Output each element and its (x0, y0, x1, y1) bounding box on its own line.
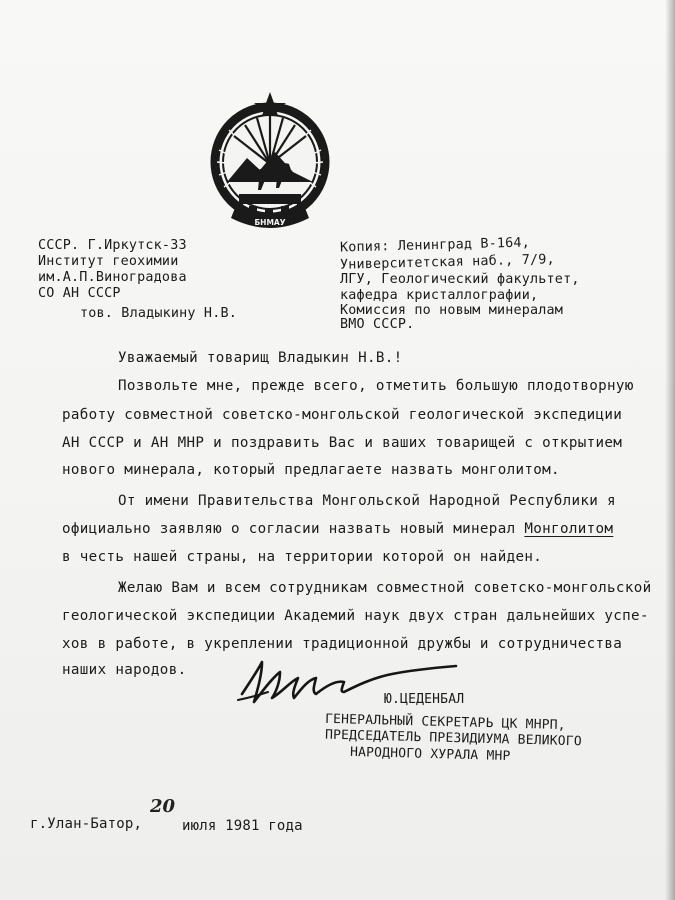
paragraph-3-line-2: геологической экспедиции Академий наук двух стран дальнейших успе- (62, 608, 649, 624)
paragraph-2-line-3: в честь нашей страны, на территории которой он найден. (62, 549, 543, 565)
copy-line-4: кафедра кристаллографии, (340, 288, 539, 303)
salutation: Уважаемый товарищ Владыкин Н.В.! (118, 350, 403, 366)
date-day-handwritten: 20 (150, 796, 176, 817)
paragraph-2-line-2 (62, 521, 613, 537)
sender-line-3: им.А.П.Виноградова (38, 270, 187, 285)
paragraph-1-line-2: работу совместной советско-монгольской геологической экспедиции (62, 407, 623, 423)
copy-line-2: Университетская наб., 7/9, (339, 252, 555, 273)
paragraph-1-line-4: нового минерала, который предлагаете назвать монголитом. (62, 462, 560, 478)
svg-text:БНМАУ: БНМАУ (254, 218, 286, 227)
paragraph-3-line-1: Желаю Вам и всем сотрудникам совместной советско-монгольской (118, 580, 652, 596)
paragraph-1-line-3: АН СССР и АН МНР и поздравить Вас и ваших товарищей с открытием (62, 435, 623, 451)
signatory-name: Ю.ЦЕДЕНБАЛ (384, 692, 465, 707)
mineral-name-underlined: Монголитом (524, 521, 614, 537)
signatory-title-2: ПРЕДСЕДАТЕЛЬ ПРЕЗИДИУМА ВЕЛИКОГО (324, 727, 583, 750)
state-emblem-icon (205, 90, 335, 235)
paragraph-2-line-2-text: официально заявляю о согласии назвать новый минерал (62, 521, 525, 537)
copy-line-6: ВМО СССР. (340, 317, 415, 332)
date-place: г.Улан-Батор, (30, 816, 143, 832)
copy-line-3: ЛГУ, Геологический факультет, (340, 272, 580, 287)
signatory-title-1: ГЕНЕРАЛЬНЫЙ СЕКРЕТАРЬ ЦК МНРП, (324, 711, 566, 734)
sender-line-2: Институт геохимии (38, 254, 179, 269)
sender-line-4: СО АН СССР (38, 286, 121, 301)
paragraph-2-line-1: От имени Правительства Монгольской Народной Республики я (118, 493, 616, 509)
signatory-title-3: НАРОДНОГО ХУРАЛА МНР (349, 744, 511, 765)
copy-line-1: Копия: Ленинград В-164, (339, 235, 531, 256)
sender-line-1: СССР. Г.Иркутск-33 (38, 238, 187, 253)
recipient-line: тов. Владыкину Н.В. (80, 306, 237, 321)
paragraph-3-line-4: наших народов. (62, 662, 187, 678)
copy-line-5: Комиссия по новым минералам (340, 303, 564, 318)
date-rest: июля 1981 года (182, 818, 303, 834)
paragraph-3-line-3: хов в работе, в укреплении традиционной дружбы и сотрудничества (62, 636, 623, 652)
page-edge-shadow (665, 0, 675, 900)
paragraph-1-line-1: Позвольте мне, прежде всего, отметить большую плодотворную (118, 378, 634, 394)
